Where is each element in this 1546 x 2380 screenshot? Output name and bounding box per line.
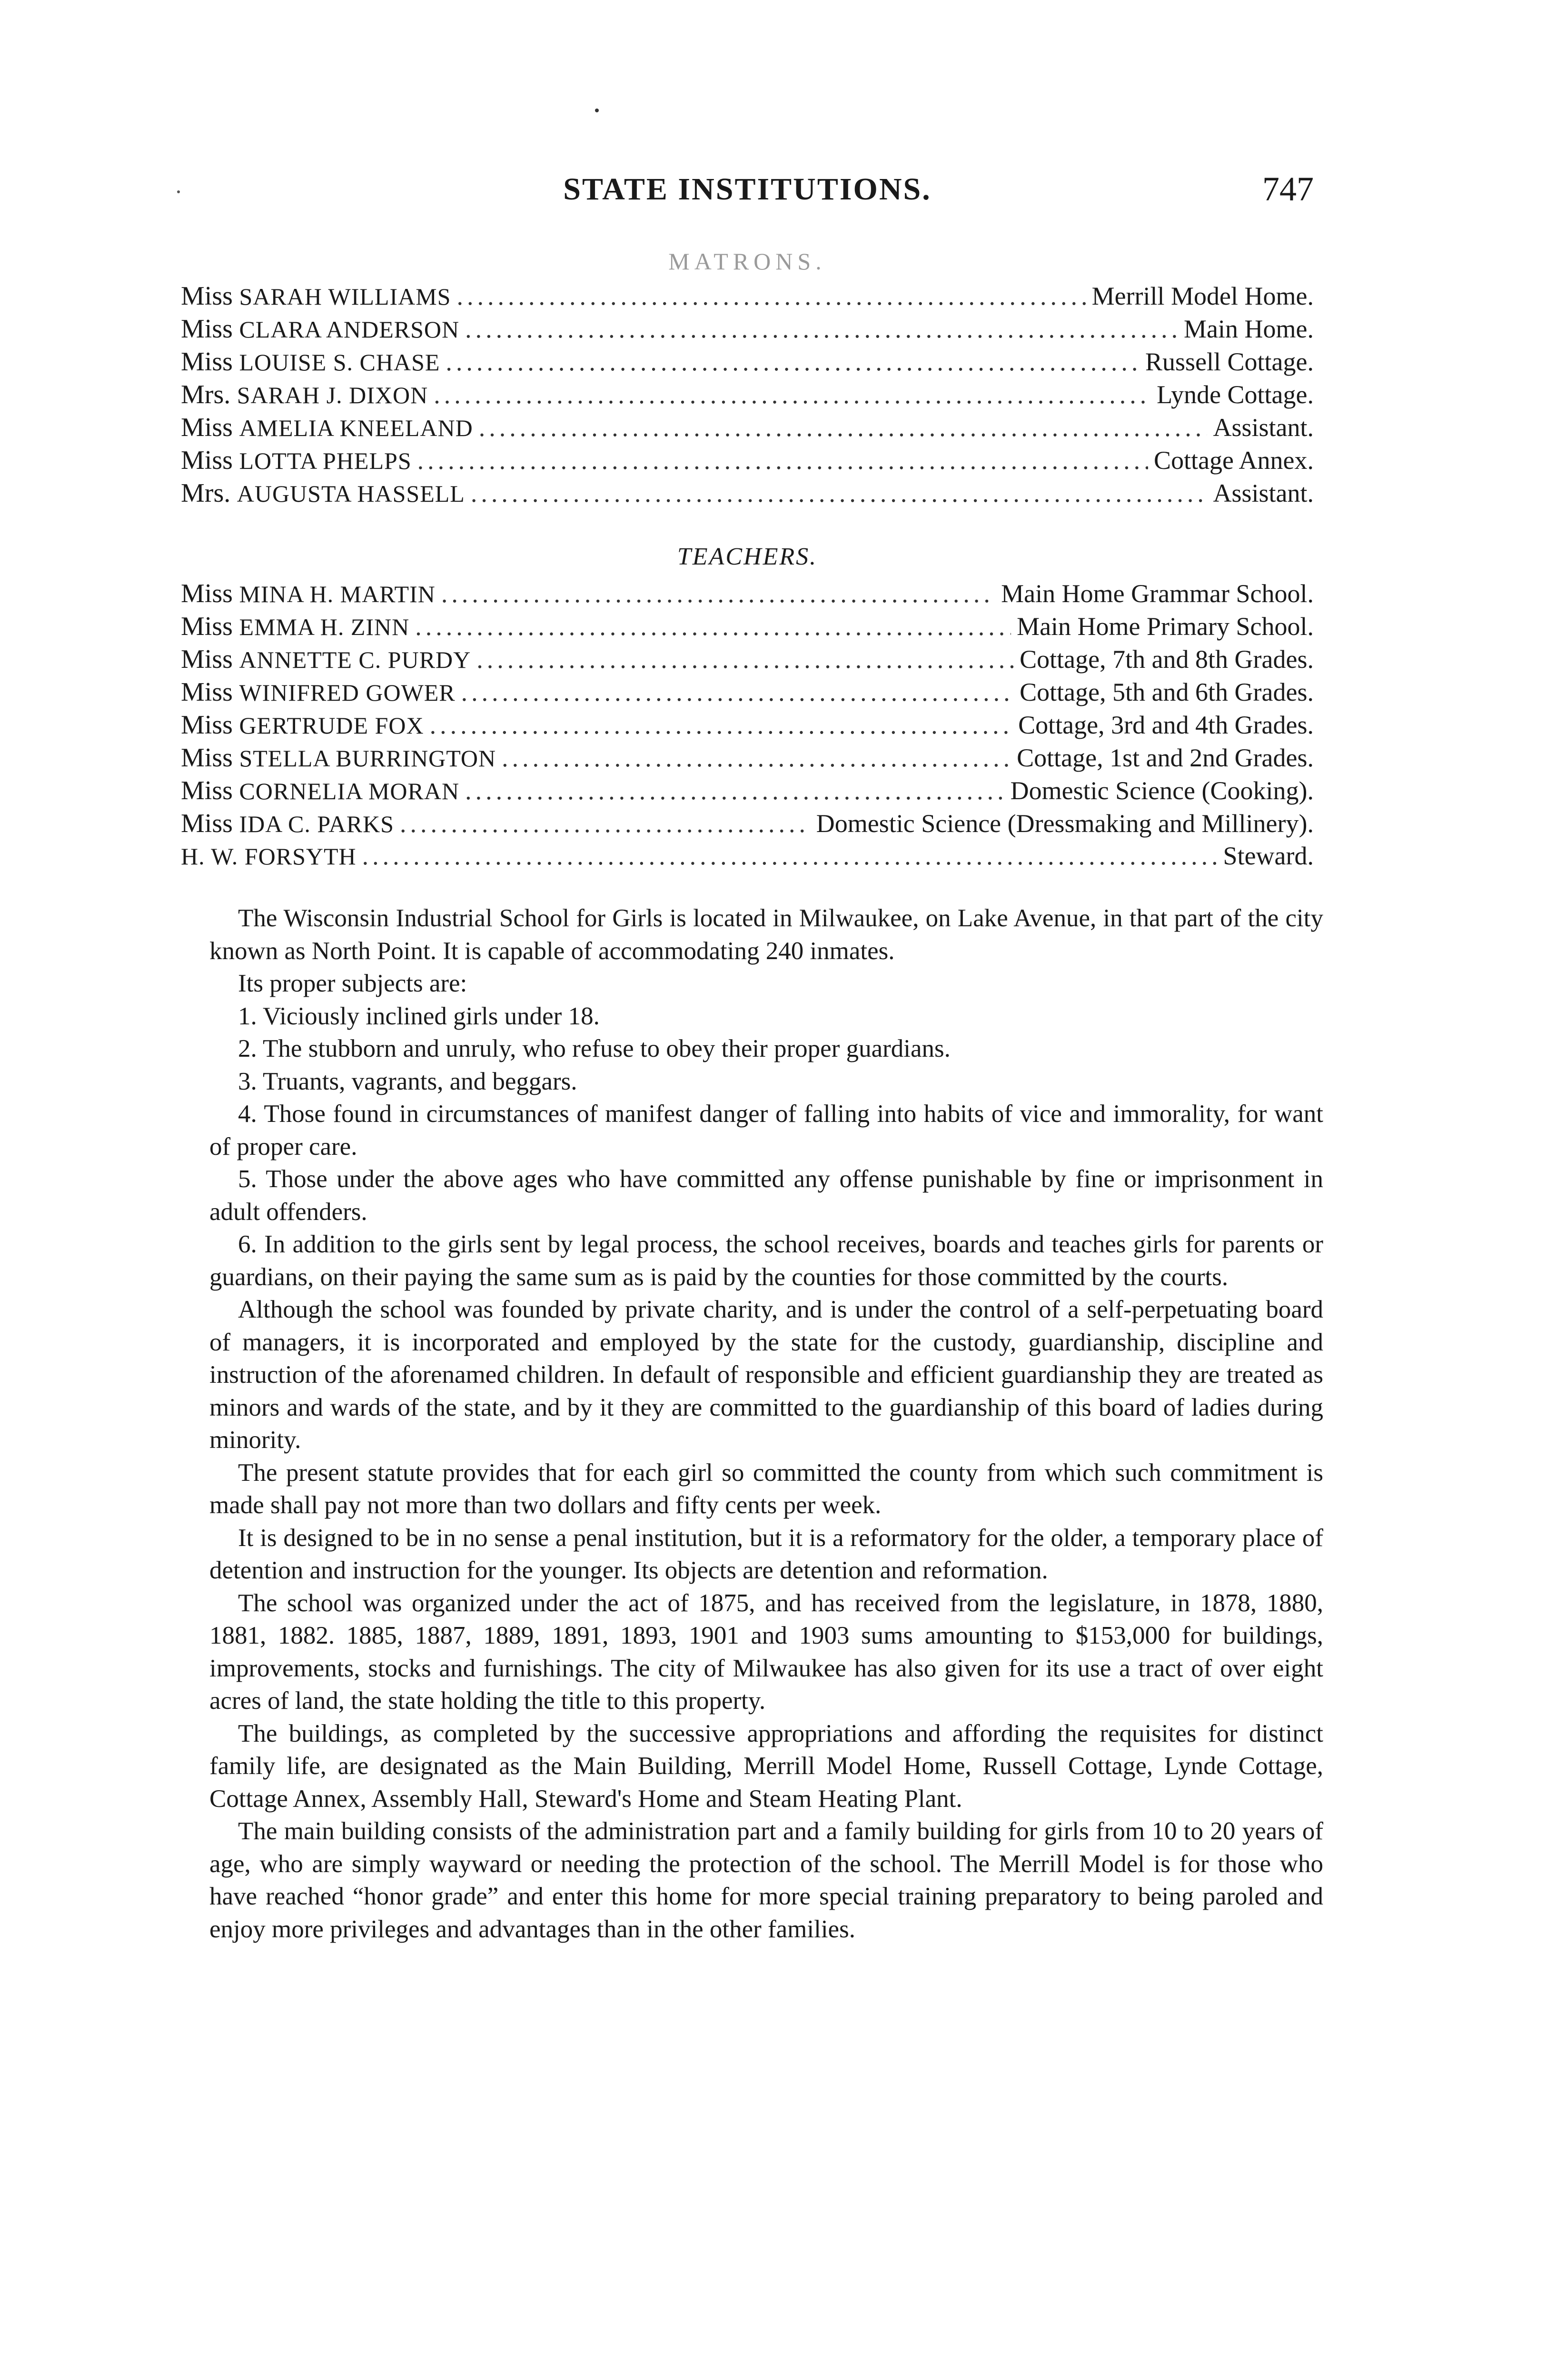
honorific: Mrs. <box>181 380 231 409</box>
assignment: Steward. <box>1223 842 1314 870</box>
honorific: Miss <box>181 314 233 344</box>
dot-leader <box>430 710 1013 740</box>
name-text: GERTRUDE FOX <box>239 712 424 739</box>
list-item: 5. Those under the above ages who have committed any offense punishable by fine or imprisonment in adult offenders. <box>209 1165 1323 1226</box>
person-name <box>181 775 459 806</box>
list-item: 4. Those found in circumstances of manifest danger of falling into habits of vice and immorality, for want of proper care. <box>209 1100 1323 1160</box>
name-text: LOTTA PHELPS <box>239 447 412 474</box>
assignment: Main Home. <box>1184 315 1314 343</box>
dot-leader <box>502 743 1011 773</box>
honorific: Miss <box>181 677 233 707</box>
person-name <box>181 808 394 839</box>
honorific: Miss <box>181 710 233 740</box>
name-text: MINA H. MARTIN <box>239 581 436 607</box>
name-text: LOUISE S. CHASE <box>239 349 440 376</box>
person-name <box>181 743 496 773</box>
teachers-heading: TEACHERS. <box>677 543 818 570</box>
dot-leader <box>446 347 1140 377</box>
honorific: Miss <box>181 645 233 674</box>
main-building-paragraph: The main building consists of the administration part and a family building for girls from 10 to 20 years of age, who are simply wayward or needing the protection of the school. The Merrill Model is for those who have reached “honor grade” and enter this home for more special training preparatory to being paroled and enjoy more privileges and advantages than in the other families. <box>209 1817 1323 1943</box>
honorific: Miss <box>181 579 233 608</box>
assignment: Cottage, 1st and 2nd Grades. <box>1017 744 1314 772</box>
teachers-list <box>181 578 1314 874</box>
honorific: Miss <box>181 743 233 773</box>
running-title: STATE INSTITUTIONS. <box>563 172 932 207</box>
person-name <box>181 677 456 707</box>
dot-leader <box>476 645 1014 674</box>
person-name <box>181 611 409 642</box>
list-item <box>181 379 1314 412</box>
assignment: Domestic Science (Cooking). <box>1010 776 1314 805</box>
intro-paragraph: The Wisconsin Industrial School for Girls is located in Milwaukee, on Lake Avenue, in that part of the city known as North Point. It is capable of accommodating 240 inmates. <box>209 904 1323 965</box>
dot-leader <box>471 478 1208 508</box>
honorific: Miss <box>181 446 233 475</box>
matrons-heading: MATRONS. <box>668 248 826 275</box>
list-item: 2. The stubborn and unruly, who refuse to obey their proper guardians. <box>238 1035 951 1062</box>
name-text: WINIFRED GOWER <box>239 679 456 706</box>
name-text: SARAH WILLIAMS <box>239 283 451 310</box>
name-text: AUGUSTA HASSELL <box>237 480 465 507</box>
list-item <box>181 775 1314 808</box>
name-text: CORNELIA MORAN <box>239 778 460 804</box>
assignment: Cottage, 3rd and 4th Grades. <box>1018 711 1314 739</box>
dot-leader <box>441 579 995 608</box>
list-item <box>181 578 1314 611</box>
assignment: Russell Cottage. <box>1145 347 1314 376</box>
list-item <box>181 445 1314 478</box>
honorific: Mrs. <box>181 478 231 508</box>
print-speck <box>595 109 599 112</box>
list-item <box>181 412 1314 445</box>
name-text: SARAH J. DIXON <box>237 382 428 408</box>
dot-leader <box>434 380 1151 409</box>
name-text: H. W. FORSYTH <box>181 843 357 870</box>
buildings-paragraph: The buildings, as completed by the successive appropriations and affording the requisites for distinct family life, are designated as the Main Building, Merrill Model Home, Russell Cottage, Lynde Cottage, Cottage Annex, Assembly Hall, Steward's Home and Steam Heating Plant. <box>209 1719 1323 1813</box>
subjects-intro: Its proper subjects are: <box>238 970 467 997</box>
assignment: Cottage, 7th and 8th Grades. <box>1020 645 1314 674</box>
person-name <box>181 445 412 476</box>
assignment: Assistant. <box>1213 413 1314 442</box>
honorific: Miss <box>181 776 233 805</box>
assignment: Main Home Grammar School. <box>1001 579 1314 608</box>
list-item <box>181 677 1314 710</box>
name-text: STELLA BURRINGTON <box>239 745 496 772</box>
matrons-list <box>181 281 1314 511</box>
list-item: 6. In addition to the girls sent by legal process, the school receives, boards and teaches girls for parents or guardians, on their paying the same sum as is paid by the counties for those committed by the courts. <box>209 1230 1323 1291</box>
honorific: Miss <box>181 413 233 442</box>
organization-paragraph: The school was organized under the act of 1875, and has received from the legislature, in 1878, 1880, 1881, 1882. 1885, 1887, 1889, 1891, 1893, 1901 and 1903 sums amounting to $153,000 for buildings, improvements, stocks and furnishings. The city of Milwaukee has also given for its use a tract of over eight acres of land, the state holding the title to this property. <box>209 1589 1323 1715</box>
person-name <box>181 644 471 674</box>
honorific: Miss <box>181 347 233 377</box>
person-name <box>181 841 357 871</box>
list-item <box>181 808 1314 841</box>
dot-leader <box>461 677 1014 707</box>
assignment: Lynde Cottage. <box>1157 380 1314 409</box>
person-name <box>181 710 424 740</box>
list-item <box>181 611 1314 644</box>
list-item: 3. Truants, vagrants, and beggars. <box>238 1067 577 1095</box>
list-item <box>181 281 1314 314</box>
name-text: EMMA H. ZINN <box>239 614 410 640</box>
dot-leader <box>400 809 811 838</box>
design-paragraph: It is designed to be in no sense a penal institution, but it is a reformatory for the older, a temporary place of detention and instruction for the younger. Its objects are detention and reformation. <box>209 1524 1323 1584</box>
assignment: Merrill Model Home. <box>1091 282 1314 310</box>
list-item <box>181 478 1314 511</box>
list-item <box>181 710 1314 743</box>
honorific: Miss <box>181 612 233 641</box>
assignment: Assistant. <box>1213 479 1314 507</box>
name-text: ANNETTE C. PURDY <box>239 646 471 673</box>
charity-paragraph: Although the school was founded by private charity, and is under the control of a self-perpetuating board of managers, it is incorporated and employed by the state for the custody, guardianship, discipline and instruction of the aforenamed children. In default of responsible and efficient guardianship they are treated as minors and wards of the state, and by it they are committed to the guardianship of this board of ladies during minority. <box>209 1296 1323 1454</box>
person-name <box>181 281 451 311</box>
dot-leader <box>479 413 1208 442</box>
assignment: Main Home Primary School. <box>1017 612 1314 641</box>
dot-leader <box>465 314 1178 344</box>
name-text: CLARA ANDERSON <box>239 316 460 343</box>
dot-leader <box>417 446 1148 475</box>
page-number: 747 <box>1262 170 1314 208</box>
honorific: Miss <box>181 809 233 838</box>
list-item: 1. Viciously inclined girls under 18. <box>238 1002 600 1030</box>
dot-leader <box>465 776 1005 805</box>
statute-paragraph: The present statute provides that for each girl so committed the county from which such commitment is made shall pay not more than two dollars and fifty cents per week. <box>209 1458 1323 1519</box>
dot-leader <box>362 841 1218 871</box>
running-head <box>181 171 1314 214</box>
person-name <box>181 314 459 344</box>
assignment: Cottage Annex. <box>1154 446 1314 475</box>
person-name <box>181 412 473 443</box>
list-item <box>181 644 1314 677</box>
print-speck <box>177 190 180 193</box>
person-name <box>181 578 436 609</box>
name-text: IDA C. PARKS <box>239 811 394 837</box>
list-item <box>181 743 1314 775</box>
assignment: Cottage, 5th and 6th Grades. <box>1020 678 1314 706</box>
list-item <box>181 314 1314 347</box>
assignment: Domestic Science (Dressmaking and Millinery). <box>816 809 1314 838</box>
honorific: Miss <box>181 281 233 311</box>
name-text: AMELIA KNEELAND <box>239 415 473 441</box>
person-name <box>181 379 428 410</box>
dot-leader <box>415 612 1011 641</box>
list-item <box>181 841 1314 874</box>
list-item <box>181 347 1314 379</box>
person-name <box>181 478 465 508</box>
body-text <box>209 902 1323 1945</box>
dot-leader <box>456 281 1086 311</box>
person-name <box>181 347 440 377</box>
